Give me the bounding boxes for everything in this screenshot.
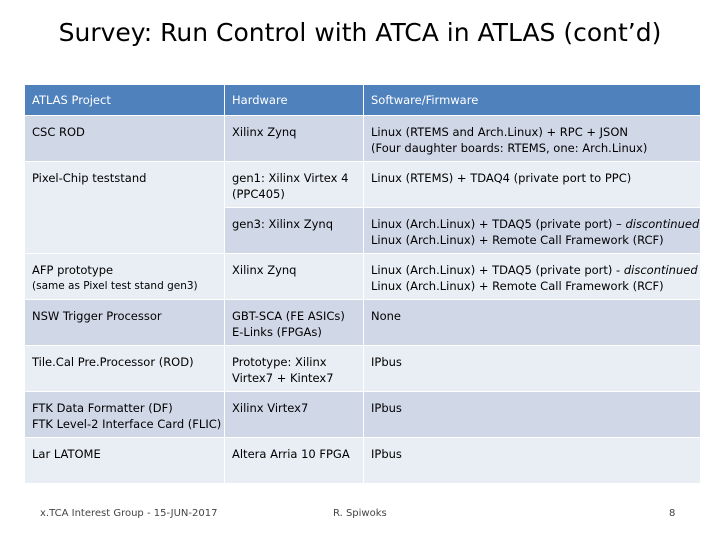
project-cell: CSC ROD	[25, 116, 225, 162]
discontinued-note: discontinued	[625, 217, 700, 231]
slide-title: Survey: Run Control with ATCA in ATLAS (cont’d)	[58, 18, 662, 47]
table-row	[25, 116, 701, 162]
software-text: Linux (Arch.Linux) + TDAQ5 (private port) -	[371, 263, 624, 277]
project-line: FTK Data Formatter (DF)	[32, 401, 173, 415]
page-number: 8	[669, 508, 676, 519]
software-line: Linux (Arch.Linux) + Remote Call Framework (RCF)	[371, 233, 664, 247]
software-line: (Four daughter boards: RTEMS, one: Arch.Linux)	[371, 141, 648, 155]
header-project: ATLAS Project	[25, 85, 225, 116]
table-row	[25, 346, 701, 392]
software-line	[371, 262, 700, 278]
hardware-line: GBT-SCA (FE ASICs)	[232, 309, 345, 323]
project-cell	[25, 254, 225, 300]
software-cell: IPbus	[364, 346, 701, 392]
software-cell: IPbus	[364, 438, 701, 484]
hardware-cell: gen3: Xilinx Zynq	[225, 208, 364, 254]
hardware-line: E-Links (FPGAs)	[232, 325, 322, 339]
software-line	[371, 216, 700, 232]
project-cell: NSW Trigger Processor	[25, 300, 225, 346]
software-line: Linux (Arch.Linux) + Remote Call Framework (RCF)	[371, 279, 664, 293]
project-cell: Lar LATOME	[25, 438, 225, 484]
table-row	[25, 162, 701, 208]
hardware-cell: gen1: Xilinx Virtex 4 (PPC405)	[225, 162, 364, 208]
software-cell	[364, 116, 701, 162]
table-row	[25, 392, 701, 438]
table-header-row	[25, 85, 701, 116]
hardware-cell: Altera Arria 10 FPGA	[225, 438, 364, 484]
footer-author: R. Spiwoks	[333, 508, 387, 519]
discontinued-note: discontinued	[623, 263, 698, 277]
project-line: FTK Level-2 Interface Card (FLIC)	[32, 417, 222, 431]
table-row	[25, 300, 701, 346]
software-cell	[364, 254, 701, 300]
project-cell	[25, 392, 225, 438]
software-cell: None	[364, 300, 701, 346]
software-line: Linux (RTEMS and Arch.Linux) + RPC + JSON	[371, 125, 629, 139]
hardware-line: Prototype: Xilinx	[232, 355, 327, 369]
table-row	[25, 438, 701, 484]
software-cell	[364, 208, 701, 254]
software-text: Linux (Arch.Linux) + TDAQ5 (private port) –	[371, 217, 626, 231]
header-hardware: Hardware	[225, 85, 364, 116]
hardware-cell: Xilinx Virtex7	[225, 392, 364, 438]
software-cell: Linux (RTEMS) + TDAQ4 (private port to PPC)	[364, 162, 701, 208]
table-row	[25, 254, 701, 300]
hardware-cell: Xilinx Zynq	[225, 116, 364, 162]
hardware-line: Virtex7 + Kintex7	[232, 371, 334, 385]
hardware-cell	[225, 346, 364, 392]
project-cell: Pixel-Chip teststand	[25, 162, 225, 254]
hardware-cell: Xilinx Zynq	[225, 254, 364, 300]
header-software: Software/Firmware	[364, 85, 701, 116]
project-name: AFP prototype	[32, 263, 114, 277]
software-cell: IPbus	[364, 392, 701, 438]
survey-table	[24, 84, 701, 484]
project-note: (same as Pixel test stand gen3)	[32, 280, 198, 292]
footer-left: x.TCA Interest Group - 15-JUN-2017	[40, 508, 218, 519]
project-cell: Tile.Cal Pre.Processor (ROD)	[25, 346, 225, 392]
hardware-cell	[225, 300, 364, 346]
